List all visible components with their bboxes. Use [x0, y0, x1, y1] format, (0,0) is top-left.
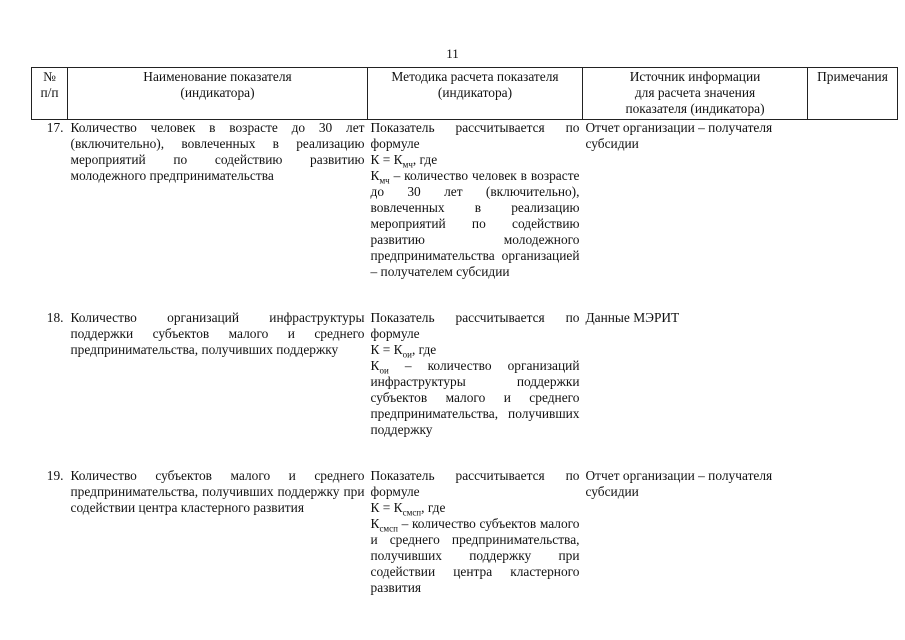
- header-line: (индикатора): [180, 85, 255, 100]
- calculation-method: [368, 120, 583, 281]
- row-number: 17.: [46, 120, 64, 135]
- formula-definition: $К_{смсп}$ – количество субъектов малого и среднего предпринимательства, получивших поддержку при содействии центра кластерного развития: [370, 516, 580, 595]
- page-number: 11: [446, 46, 459, 61]
- table-row: [32, 310, 898, 438]
- information-source: Данные МЭРИТ: [585, 310, 680, 325]
- notes: [808, 120, 898, 281]
- header-line: для расчета значения: [634, 85, 756, 100]
- header-number: [32, 68, 68, 120]
- information-source: Отчет организации – получателя субсидии: [585, 468, 773, 499]
- header-calculation-method: [368, 68, 583, 120]
- formula-definition: $К_{ои}$ – количество организаций инфраструктуры поддержки субъектов малого и среднего предпринимательства, получивших поддержку: [370, 358, 580, 437]
- method-intro: Показатель рассчитывается по формуле: [370, 310, 580, 341]
- indicator-name: Количество человек в возрасте до 30 лет (включительно), вовлеченных в реализацию мероприятий по содействию развитию молодежного предпринимательства: [70, 120, 365, 183]
- header-line: показателя (индикатора): [625, 101, 765, 116]
- formula-definition: $К_{мч}$ – количество человек в возрасте до 30 лет (включительно), вовлеченных в реализацию мероприятий по содействию развитию молодежного предпринимательства организацией – получателем субсидии: [370, 168, 580, 279]
- indicators-table: [31, 67, 898, 596]
- header-line: Источник информации: [629, 69, 761, 84]
- table-row: [32, 120, 898, 281]
- header-line: Наименование показателя: [143, 69, 292, 84]
- header-line: Примечания: [817, 69, 888, 84]
- information-source: Отчет организации – получателя субсидии: [585, 120, 773, 151]
- header-line: (индикатора): [437, 85, 513, 100]
- table-row: [32, 468, 898, 596]
- formula: $К = К_{мч}$, где: [370, 152, 438, 170]
- method-intro: Показатель рассчитывается по формуле: [370, 120, 580, 151]
- header-information-source: [583, 68, 808, 120]
- indicator-name: Количество организаций инфраструктуры поддержки субъектов малого и среднего предпринимательства, получивших поддержку: [70, 310, 365, 357]
- formula: $К = К_{смсп}$, где: [370, 500, 446, 518]
- row-spacer: [32, 280, 898, 310]
- header-indicator-name: [68, 68, 368, 120]
- header-line: Методика расчета показателя: [391, 69, 559, 84]
- calculation-method: [368, 468, 583, 596]
- calculation-method: [368, 310, 583, 438]
- notes: [808, 310, 898, 438]
- row-spacer: [32, 438, 898, 468]
- header-notes: [808, 68, 898, 120]
- row-number: 19.: [46, 468, 64, 483]
- formula: $К = К_{ои}$, где: [370, 342, 437, 360]
- table-header-row: [32, 68, 898, 120]
- header-line: п/п: [40, 85, 59, 100]
- row-number: 18.: [46, 310, 64, 325]
- indicator-name: Количество субъектов малого и среднего предпринимательства, получивших поддержку при содействии центра кластерного развития: [70, 468, 365, 515]
- header-line: №: [43, 69, 56, 84]
- notes: [808, 468, 898, 596]
- method-intro: Показатель рассчитывается по формуле: [370, 468, 580, 499]
